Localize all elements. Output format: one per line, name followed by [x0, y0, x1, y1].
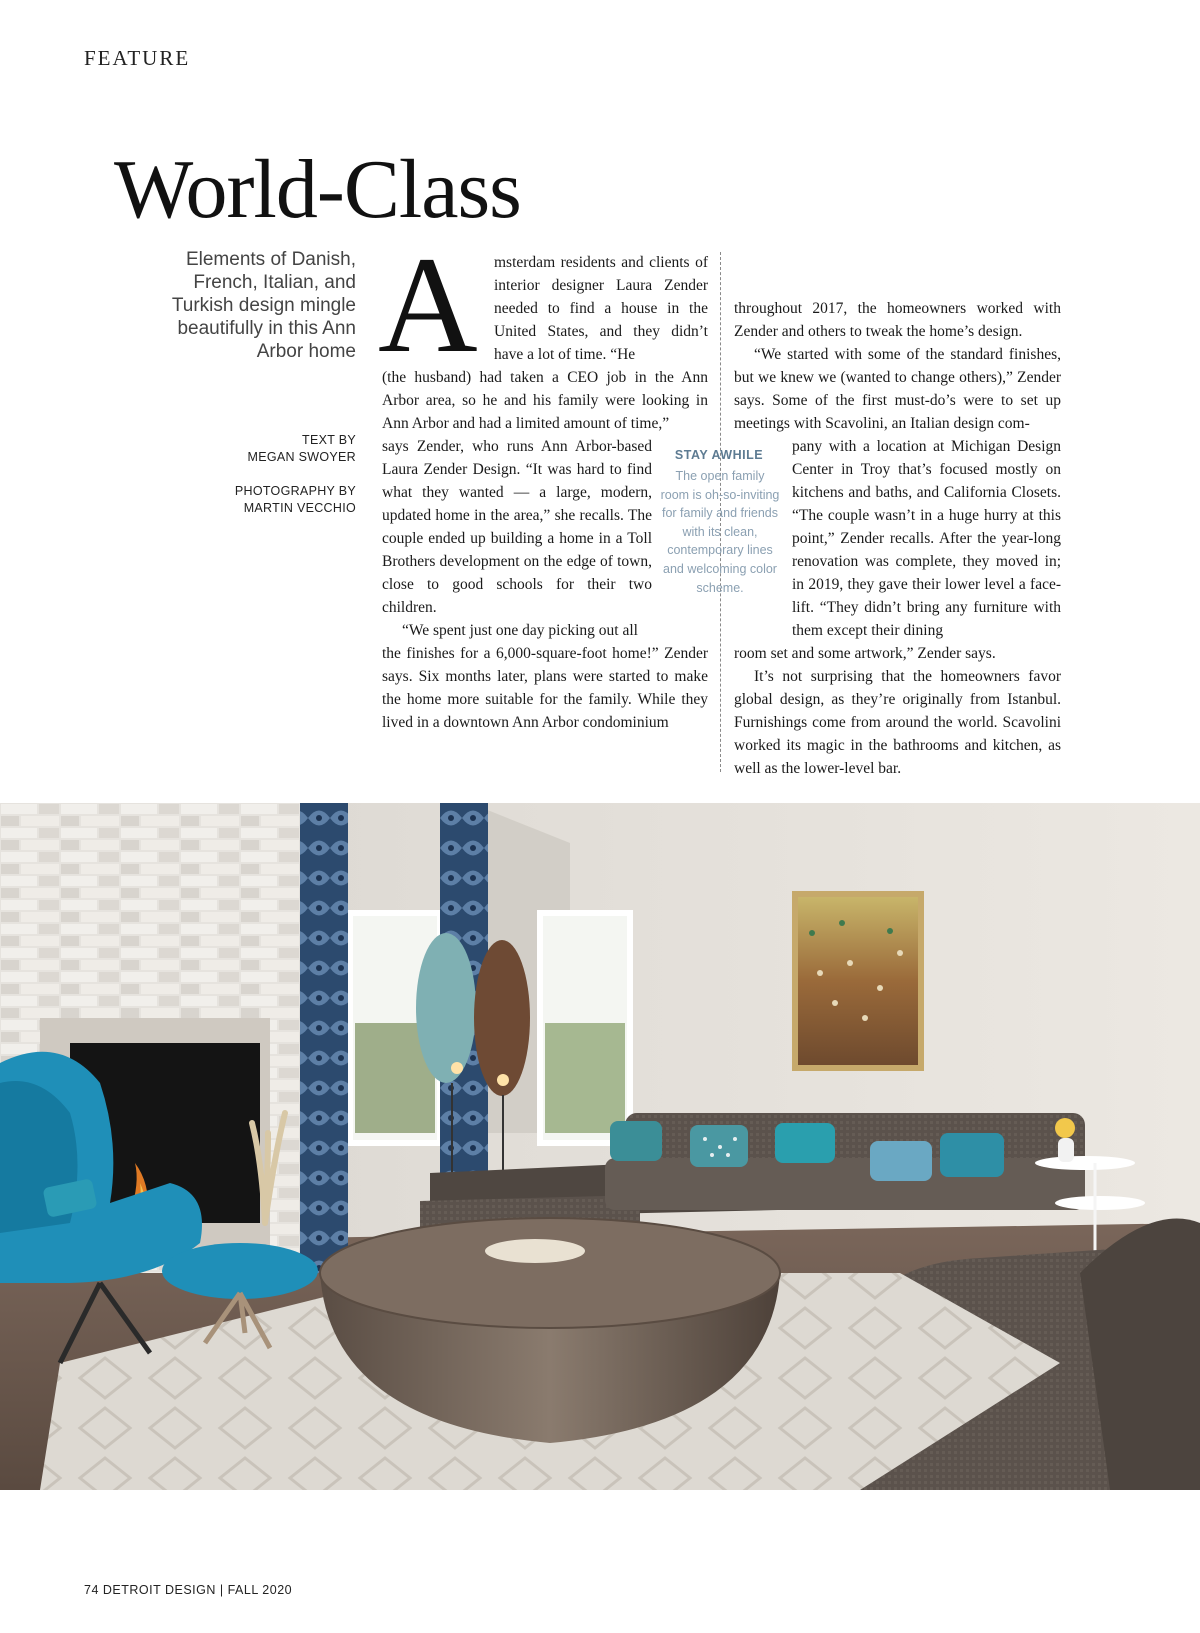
photo-credit-label: PHOTOGRAPHY BY: [234, 484, 356, 498]
article-title: World-Class: [114, 143, 521, 236]
column2-paragraph1: throughout 2017, the homeowners worked with Zender and others to tweak the home’s design.: [734, 300, 1061, 340]
text-credit-label: TEXT BY: [302, 433, 356, 447]
column1-bottom: [382, 642, 708, 734]
text-credit-name: MEGAN SWOYER: [247, 450, 356, 464]
column2-paragraph3: It’s not surprising that the homeowners favor global design, as they’re originally from Istanbul. Furnishings come from around the world. Scavolini worked its magic in the bathrooms and kitchen, as well as the lower-level bar.: [734, 668, 1061, 777]
column1-drop-paragraph: msterdam residents and clients of interior designer Laura Zender needed to find a house in the United States, and they didn’t have a lot of time. “He: [494, 254, 708, 363]
column1-narrow-paragraph: says Zender, who runs Ann Arbor-based Laura Zender Design. “It was hard to find what they wanted — a large, modern, updated home in the area,” she recalls. The couple ended up building a home in a Toll Brothers development on the edge of town, close to good schools for their two children.: [382, 438, 652, 616]
living-room-photo: [0, 803, 1200, 1490]
column1-narrow: [382, 435, 652, 642]
column2-top: [734, 297, 1061, 435]
column2-paragraph2-narrow: pany with a location at Michigan Design Center in Troy that’s focused mostly on kitchens and baths, and California Closets. “The couple wasn’t in a huge hurry at this point,” Zender recalls. After the year-long renovation was complete, they moved in; in 2019, they gave their lower level a face-lift. “They didn’t bring any furniture with them except their dining: [792, 438, 1061, 639]
column1-paragraph2-start: “We spent just one day picking out all: [402, 622, 638, 639]
photo-credit-name: MARTIN VECCHIO: [243, 501, 356, 515]
column2-paragraph2-wide: “We started with some of the standard finishes, but we knew we (wanted to change others),” Zender says. Some of the first must-do’s were to set up meetings with Scavolini, an Italian design com-: [734, 346, 1061, 432]
column1-body: [382, 366, 708, 435]
text-credit: [150, 432, 356, 466]
photo-credit: [150, 483, 356, 517]
drop-cap: A: [378, 228, 478, 381]
column1-paragraph2-cont: the finishes for a 6,000-square-foot home!” Zender says. Six months later, plans were started to make the home more suitable for the family. While they lived in a downtown Ann Arbor condominium: [382, 645, 708, 731]
column1-paragraph: (the husband) had taken a CEO job in the Ann Arbor area, so he and his family were looking in Ann Arbor and had a limited amount of time,”: [382, 369, 708, 432]
section-label: FEATURE: [84, 46, 191, 70]
column1-drop-text: [494, 251, 708, 366]
column2-paragraph2-end: room set and some artwork,” Zender says.: [734, 645, 996, 662]
column2-bottom: [734, 642, 1061, 780]
article-dek: Elements of Danish, French, Italian, and Turkish design mingle beautifully in this Ann Arbor home: [171, 249, 356, 362]
pull-quote-body: The open family room is oh-so-inviting for family and friends with its clean, contemporary lines and welcoming color scheme.: [660, 469, 780, 595]
pull-quote-heading: STAY AWHILE: [674, 448, 764, 462]
column2-narrow: [792, 435, 1061, 642]
page-footer: 74 DETROIT DESIGN | FALL 2020: [84, 1583, 293, 1597]
